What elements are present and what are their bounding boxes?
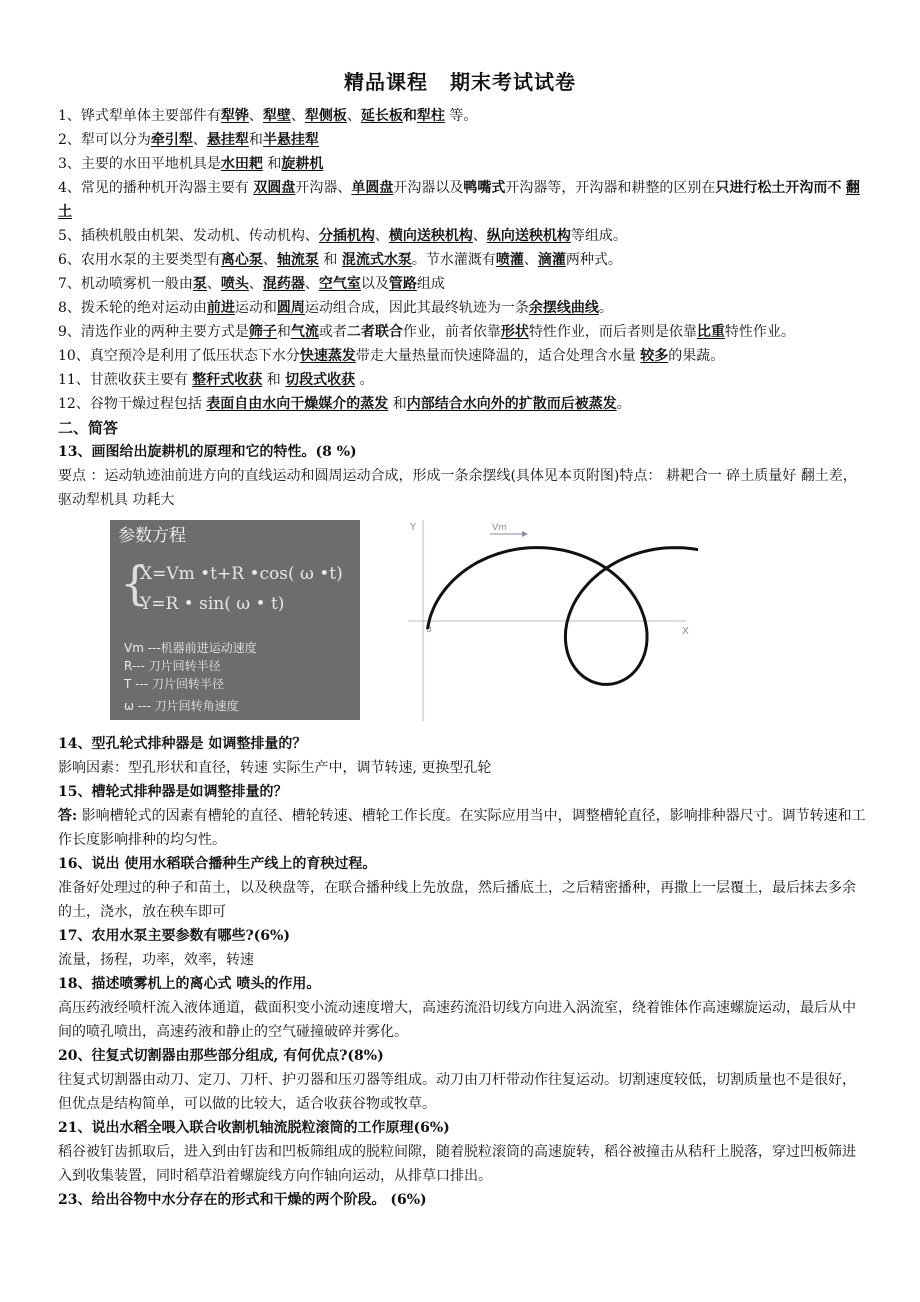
answer-blank: 旋耕机 (281, 156, 324, 172)
answer-blank: 悬挂犁 (206, 132, 249, 148)
answer-blank: 气流 (290, 324, 319, 340)
vm-label: Vm (492, 523, 507, 533)
answer-blank: 喷灌 (495, 252, 524, 268)
answer-blank: 犁柱 (416, 108, 445, 124)
vm-arrow-head (522, 531, 528, 537)
answer-blank: 翻土 (58, 180, 860, 220)
answer-blank: 喷头 (220, 276, 249, 292)
answer-blank: 圆周 (276, 300, 305, 316)
answer-blank: 混药器 (262, 276, 305, 292)
answer-blank: 犁壁 (262, 108, 291, 124)
answer-blank: 形状 (500, 324, 529, 340)
answer-blank: 延长板 (360, 108, 403, 124)
answer-blank: 筛子 (248, 324, 277, 340)
answer-text: 二者联合 (346, 324, 403, 340)
question-21: 21、说出水稻全喂入联合收割机轴流脱粒滚筒的工作原理(6%) (58, 1120, 450, 1136)
equation-y: Y=R • sin( ω • t) (140, 594, 285, 614)
answer-17: 流量，扬程，功率，效率，转速 (58, 952, 254, 968)
answer-blank: 双圆盘 (253, 180, 296, 196)
answer-blank: 滴灌 (537, 252, 566, 268)
fill-q4: 4、常见的播种机开沟器主要有 双圆盘开沟器、单圆盘开沟器以及鸭嘴式开沟器等，开沟器和耕整的区别在只进行松土开沟而不 翻土 (58, 180, 860, 220)
question-15: 15、槽轮式排种器是如调整排量的？ (58, 784, 288, 800)
answer-blank: 轴流泵 (276, 252, 319, 268)
origin-label: 0 (426, 625, 432, 635)
legend-vm: Vm ---机器前进运动速度 (124, 641, 257, 655)
legend-r: R--- 刀片回转半径 (124, 659, 221, 673)
title-exam: 期末考试试卷 (450, 70, 576, 94)
fill-q10: 10、真空预冷是利用了低压状态下水分快速蒸发带走大量热量而快速降温的，适合处理含水量 较多的果蔬。 (58, 348, 725, 364)
fill-q9: 9、清选作业的两种主要方式是筛子和气流或者二者联合作业，前者依靠形状特性作业，而后者则是依靠比重特性作业。 (58, 324, 795, 340)
answer-blank: 前进 (206, 300, 235, 316)
answer-blank: 空气室 (318, 276, 361, 292)
fill-q3: 3、主要的水田平地机具是水田耙 和旋耕机 (58, 156, 324, 172)
legend-omega: ω --- 刀片回转角速度 (124, 699, 239, 713)
trochoid-plot (398, 516, 698, 726)
answer-15: 答: 影响槽轮式的因素有槽轮的直径、槽轮转速、槽轮工作长度。在实际应用当中，调整槽轮直径，影响排种器尺寸。调节转速和工作长度影响排种的均匀性。 (58, 808, 866, 848)
page-title (0, 66, 920, 95)
answer-blank: 水田耙 (220, 156, 263, 172)
fill-q7: 7、机动喷雾机一般由泵、喷头、混药器、空气室以及管路组成 (58, 276, 445, 292)
answer-18: 高压药液经喷杆流入液体通道，截面积变小流动速度增大，高速药流沿切线方向进入涡流室，绕着锥体作高速螺旋运动，最后从中间的喷孔喷出，高速药液和静止的空气碰撞破碎并雾化。 (58, 1000, 856, 1040)
fill-q1: 1、铧式犁单体主要部件有犁铧、犁壁、犁侧板、延长板和犁柱 等。 (58, 108, 478, 124)
answer-blank: 泵 (192, 276, 207, 292)
y-axis-label: Y (410, 522, 417, 533)
title-course: 精品课程 (344, 70, 428, 94)
question-17: 17、农用水泵主要参数有哪些?(6%) (58, 928, 290, 944)
fill-q6: 6、农用水泵的主要类型有离心泵、轴流泵 和 混流式水泵。节水灌溉有喷灌、滴灌两种式。 (58, 252, 622, 268)
answer-blank: 单圆盘 (351, 180, 394, 196)
answer-blank: 切段式收获 (285, 372, 356, 388)
answer-text: 鸭嘴式 (463, 180, 506, 196)
question-16: 16、说出 使用水稻联合播种生产线上的育秧过程。 (58, 856, 377, 872)
question-13: 13、画图给出旋耕机的原理和它的特性。(8 %) (58, 444, 357, 460)
x-axis-label: X (682, 626, 689, 637)
answer-16: 准备好处理过的种子和苗土，以及秧盘等，在联合播种线上先放盘，然后播底土，之后精密播种，再撒上一层覆土，最后抹去多余的土，浇水，放在秧车即可 (58, 880, 856, 920)
answer-20: 往复式切割器由动刀、定刀、刀杆、护刃器和压刃器等组成。动刀由刀杆带动作往复运动。切割速度较低，切割质量也不是很好，但优点是结构简单，可以做的比较大，适合收获谷物或牧草。 (58, 1072, 856, 1112)
fill-q2: 2、犁可以分为牵引犁、悬挂犁和半悬挂犁 (58, 132, 319, 148)
answer-blank: 半悬挂犁 (262, 132, 319, 148)
answer-blank: 快速蒸发 (299, 348, 356, 364)
fill-q11: 11、甘蔗收获主要有 整秆式收获 和 切段式收获 。 (58, 372, 374, 388)
answer-blank: 管路 (388, 276, 417, 292)
answer-blank: 余摆线曲线 (528, 300, 599, 316)
answer-blank: 犁铧 (220, 108, 249, 124)
answer-blank: 离心泵 (220, 252, 263, 268)
answer-blank: 分插机构 (318, 228, 375, 244)
answer-blank: 混流式水泵 (341, 252, 412, 268)
legend-t: T --- 刀片回转半径 (124, 677, 224, 691)
answer-blank: 纵向送秧机构 (486, 228, 571, 244)
fill-q12: 12、谷物干燥过程包括 表面自由水向干燥媒介的蒸发 和内部结合水向外的扩散而后被蒸发。 (58, 396, 631, 412)
rotary-tiller-figure (58, 516, 868, 726)
answer-blank: 犁侧板 (304, 108, 347, 124)
answer-14: 影响因素：型孔形状和直径，转速 实际生产中，调节转速, 更换型孔轮 (58, 760, 492, 776)
equation-panel (110, 520, 360, 720)
fill-q8: 8、拨禾轮的绝对运动由前进运动和圆周运动组合成，因此其最终轨迹为一条余摆线曲线。 (58, 300, 613, 316)
answer-blank: 表面自由水向干燥媒介的蒸发 (206, 396, 389, 412)
answer-21: 稻谷被钉齿抓取后，进入到由钉齿和凹板筛组成的脱粒间隙，随着脱粒滚筒的高速旋转，稻谷被撞击从秸秆上脱落，穿过凹板筛进入到收集装置，同时稻草沿着螺旋线方向作轴向运动，从排草口排出。 (58, 1144, 856, 1184)
brace-icon: { (120, 556, 150, 610)
answer-blank: 较多 (640, 348, 669, 364)
section-heading: 二、简答 (58, 419, 119, 437)
answer-blank: 牵引犁 (150, 132, 193, 148)
question-14: 14、型孔轮式排种器是 如调整排量的？ (58, 736, 307, 752)
question-20: 20、往复式切割器由那些部分组成, 有何优点?(8%) (58, 1048, 384, 1064)
trochoid-curve (428, 548, 698, 685)
answer-13: 要点 ：运动轨迹油前进方向的直线运动和圆周运动合成，形成一条余摆线(具体见本页附图)特点： 耕耙合一 碎土质量好 翻土差，驱动犁机具 功耗大 (58, 468, 857, 508)
exam-content (58, 104, 868, 1212)
answer-blank: 内部结合水向外的扩散而后被蒸发 (406, 396, 617, 412)
question-18: 18、描述喷雾机上的离心式 喷头的作用。 (58, 976, 321, 992)
equation-title: 参数方程 (118, 526, 186, 546)
equation-x: X=Vm •t+R •cos( ω •t) (140, 564, 343, 584)
question-23: 23、给出谷物中水分存在的形式和干燥的两个阶段。 (6%) (58, 1192, 427, 1208)
answer-text: 只进行松土开沟而不 (715, 180, 842, 196)
answer-blank: 整秆式收获 (192, 372, 263, 388)
answer-blank: 横向送秧机构 (388, 228, 473, 244)
answer-blank: 比重 (696, 324, 725, 340)
fill-q5: 5、插秧机般由机架、发动机、传动机构、分插机构、横向送秧机构、纵向送秧机构等组成。 (58, 228, 627, 244)
